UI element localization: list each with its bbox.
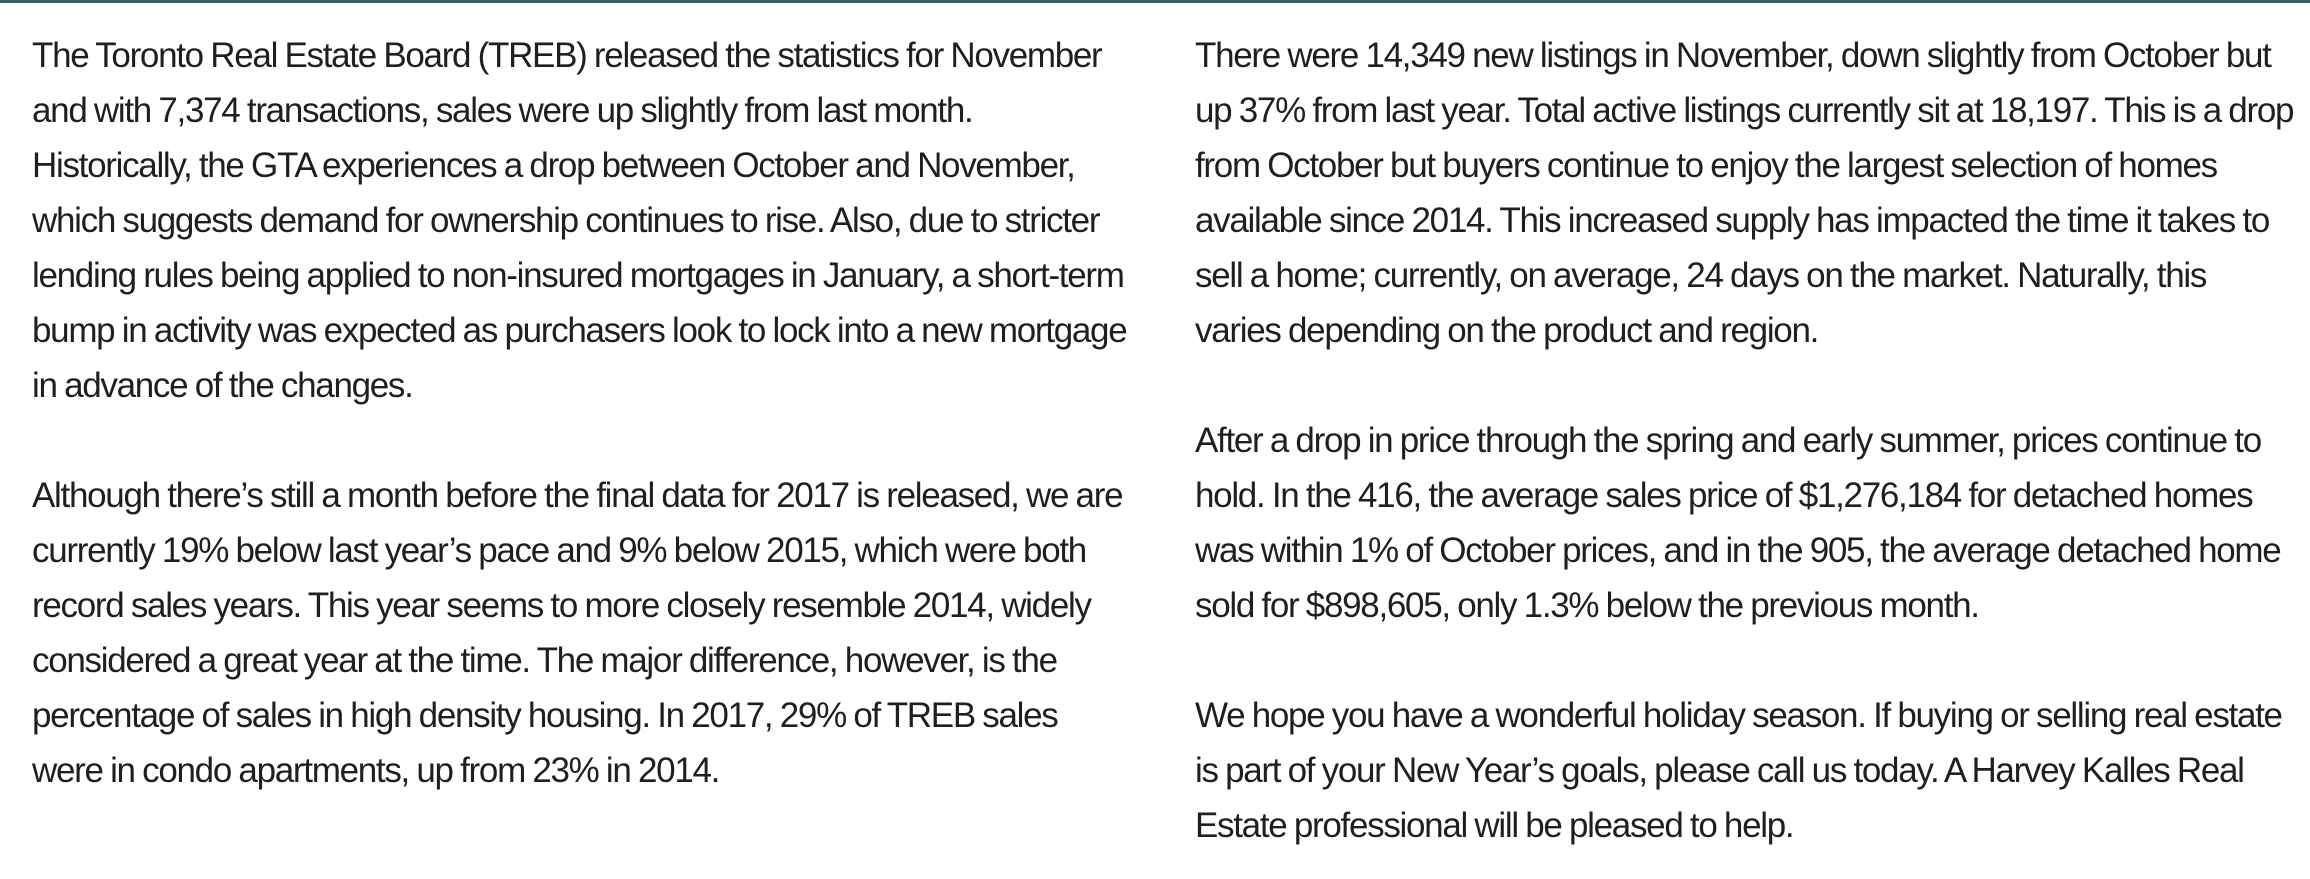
paragraph-average-prices: After a drop in price through the spring and early summer, prices continue to hold. In the 416, the average sales price of $1,276,184 for detached homes was within 1% of October prices, and in the 905, the average detached home sold for $898,605, only 1.3% below the previous month.	[1195, 421, 2281, 625]
paragraph-new-listings: There were 14,349 new listings in November, down slightly from October but up 37% from last year. Total active listings currently sit at 18,197. This is a drop from October but buyers continue to enjoy the largest selection of homes available since 2014. This increased supply has impacted the time it takes to sell a home; currently, on average, 24 days on the market. Naturally, this varies depending on the product and region.	[1195, 36, 2294, 350]
article-body	[32, 28, 2294, 853]
paragraph-holiday-greeting: We hope you have a wonderful holiday season. If buying or selling real estate is part of your New Year’s goals, please call us today. A Harvey Kalles Real Estate professional will be pleased to help.	[1195, 696, 2282, 845]
left-column	[32, 28, 1131, 853]
paragraph-annual-pace-comparison: Although there’s still a month before the final data for 2017 is released, we are currently 19% below last year’s pace and 9% below 2015, which were both record sales years. This year seems to more closely resemble 2014, widely considered a great year at the time. The major difference, however, is the percentage of sales in high density housing. In 2017, 29% of TREB sales were in condo apartments, up from 23% in 2014.	[32, 476, 1123, 790]
paragraph-treb-november-sales: The Toronto Real Estate Board (TREB) released the statistics for November and with 7,374 transactions, sales were up slightly from last month. Historically, the GTA experiences a drop between October and November, which suggests demand for ownership continues to rise. Also, due to stricter lending rules being applied to non-insured mortgages in January, a short-term bump in activity was expected as purchasers look to lock into a new mortgage in advance of the changes.	[32, 36, 1127, 405]
right-column	[1195, 28, 2294, 853]
top-divider-rule	[0, 0, 2310, 3]
